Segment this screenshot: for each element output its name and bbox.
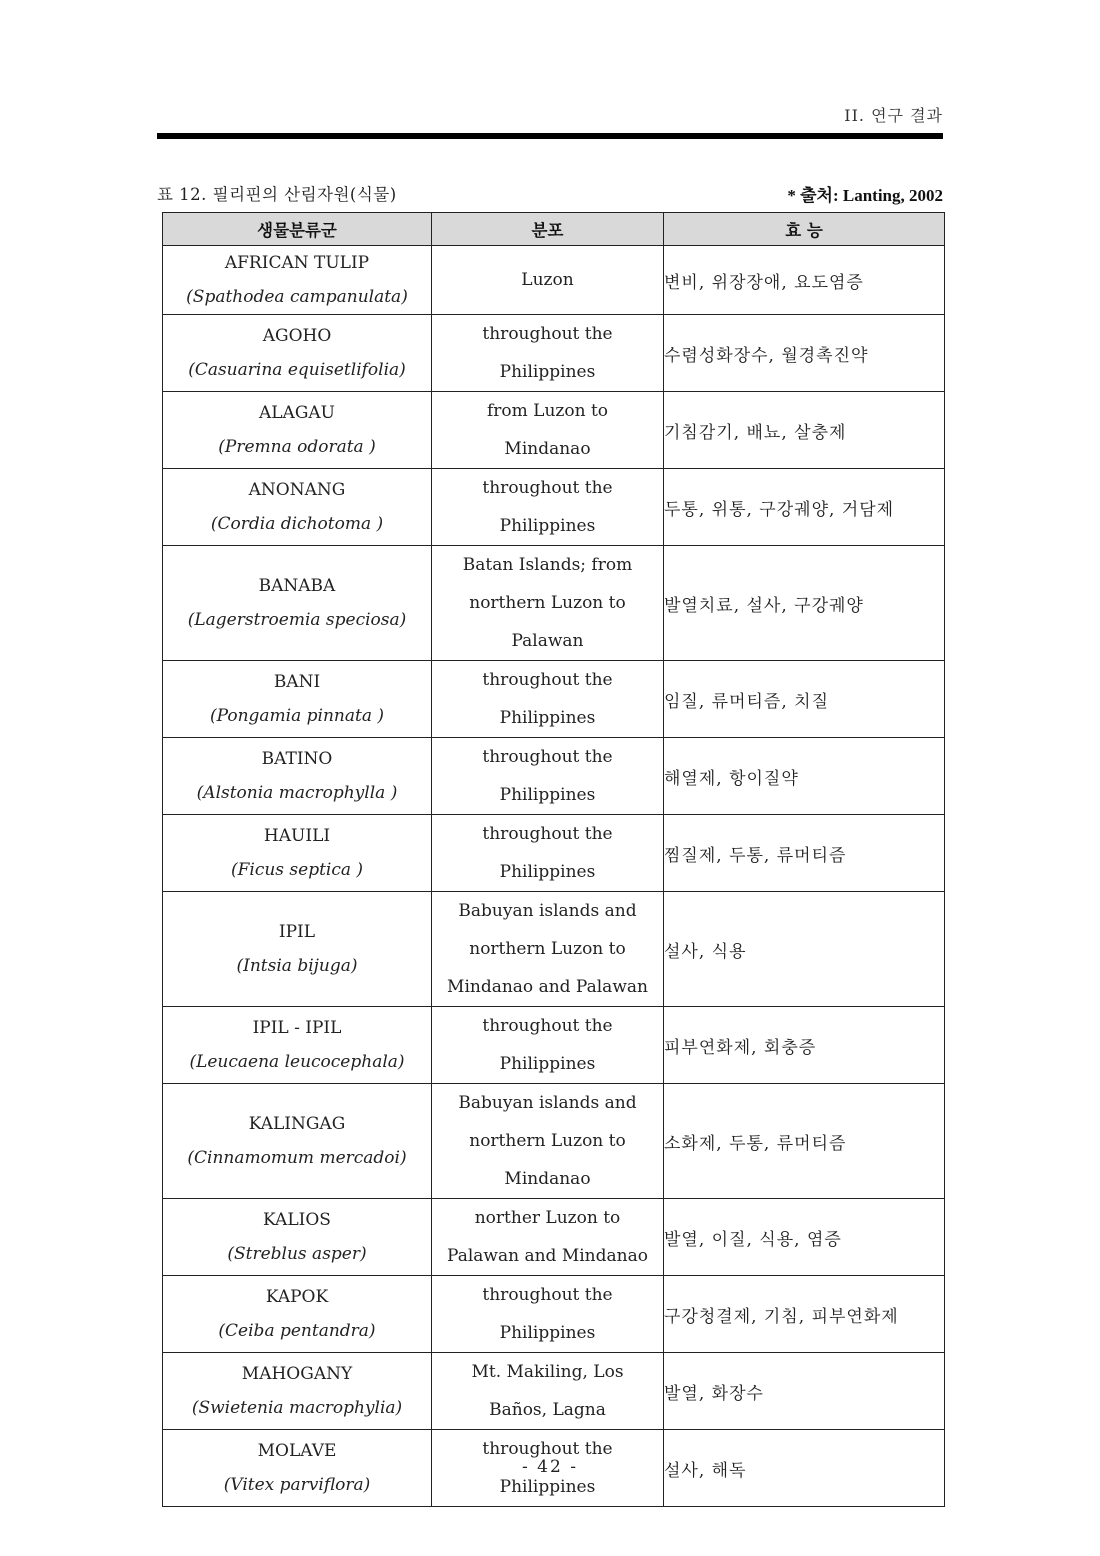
distribution-cell <box>432 738 664 815</box>
common-name: ALAGAU <box>258 403 336 423</box>
efficacy-cell: 설사, 식용 <box>664 892 945 1007</box>
common-name: AFRICAN TULIP <box>224 253 370 273</box>
page-number: - 42 - <box>522 1457 578 1477</box>
taxon-cell <box>163 469 432 546</box>
scientific-name: (Cinnamomum mercadoi) <box>187 1148 407 1168</box>
table-row <box>163 1007 945 1084</box>
distribution-cell <box>432 1084 664 1199</box>
table-row <box>163 546 945 661</box>
taxon-cell <box>163 1084 432 1199</box>
efficacy-cell: 피부연화제, 회충증 <box>664 1007 945 1084</box>
distribution-line: throughout the <box>482 478 613 498</box>
common-name: MAHOGANY <box>241 1364 353 1384</box>
scientific-name: (Streblus asper) <box>227 1244 367 1264</box>
distribution-line: Philippines <box>499 1054 596 1074</box>
scientific-name: (Alstonia macrophylla ) <box>196 783 398 803</box>
scientific-name: (Cordia dichotoma ) <box>210 514 384 534</box>
efficacy-cell: 발열, 이질, 식용, 염증 <box>664 1199 945 1276</box>
common-name: AGOHO <box>262 326 332 346</box>
distribution-cell <box>432 469 664 546</box>
table-row <box>163 1276 945 1353</box>
common-name: ANONANG <box>248 480 346 500</box>
common-name: BANI <box>273 672 321 692</box>
distribution-line: Palawan <box>511 631 584 651</box>
taxon-cell <box>163 738 432 815</box>
efficacy-cell: 발열치료, 설사, 구강궤양 <box>664 546 945 661</box>
table-row <box>163 1084 945 1199</box>
efficacy-cell: 찜질제, 두통, 류머티즘 <box>664 815 945 892</box>
table-caption: 표 12. 필리핀의 산림자원(식물) <box>157 185 397 204</box>
forest-resources-table <box>162 212 945 1507</box>
distribution-cell <box>432 392 664 469</box>
table-row <box>163 315 945 392</box>
common-name: BATINO <box>261 749 333 769</box>
table-row <box>163 892 945 1007</box>
distribution-line: throughout the <box>482 324 613 344</box>
distribution-line: northern Luzon to <box>469 939 626 959</box>
distribution-line: Luzon <box>521 270 574 290</box>
distribution-line: throughout the <box>482 1285 613 1305</box>
scientific-name: (Leucaena leucocephala) <box>189 1052 405 1072</box>
distribution-cell <box>432 246 664 315</box>
taxon-cell <box>163 1007 432 1084</box>
distribution-line: Philippines <box>499 708 596 728</box>
distribution-line: Palawan and Mindanao <box>447 1246 648 1266</box>
distribution-line: Babuyan islands and <box>458 901 637 921</box>
distribution-line: Philippines <box>499 516 596 536</box>
table-row <box>163 1199 945 1276</box>
taxon-cell <box>163 892 432 1007</box>
taxon-cell <box>163 546 432 661</box>
running-header: II. 연구 결과 <box>844 106 943 125</box>
efficacy-cell: 구강청결제, 기침, 피부연화제 <box>664 1276 945 1353</box>
distribution-line: Philippines <box>499 785 596 805</box>
distribution-cell <box>432 661 664 738</box>
table-header-row <box>163 213 945 246</box>
distribution-line: Philippines <box>499 1323 596 1343</box>
distribution-line: throughout the <box>482 1016 613 1036</box>
table-row <box>163 246 945 315</box>
scientific-name: (Ceiba pentandra) <box>218 1321 376 1341</box>
column-header-efficacy: 효 능 <box>664 213 945 246</box>
distribution-line: northern Luzon to <box>469 1131 626 1151</box>
header-rule <box>157 133 943 139</box>
distribution-line: Baños, Lagna <box>489 1400 606 1420</box>
efficacy-cell: 발열, 화장수 <box>664 1353 945 1430</box>
distribution-cell <box>432 892 664 1007</box>
common-name: MOLAVE <box>257 1441 337 1461</box>
distribution-cell <box>432 1199 664 1276</box>
efficacy-cell: 임질, 류머티즘, 치질 <box>664 661 945 738</box>
efficacy-cell: 소화제, 두통, 류머티즘 <box>664 1084 945 1199</box>
distribution-cell <box>432 815 664 892</box>
table-row <box>163 469 945 546</box>
common-name: KALIOS <box>263 1210 331 1230</box>
scientific-name: (Premna odorata ) <box>218 437 376 457</box>
table-body <box>163 246 945 1507</box>
scientific-name: (Intsia bijuga) <box>236 956 358 976</box>
table-row <box>163 392 945 469</box>
distribution-line: Mindanao <box>504 439 591 459</box>
distribution-line: Philippines <box>499 1477 596 1497</box>
distribution-line: norther Luzon to <box>474 1208 621 1228</box>
scientific-name: (Swietenia macrophylia) <box>191 1398 403 1418</box>
efficacy-cell: 기침감기, 배뇨, 살충제 <box>664 392 945 469</box>
efficacy-cell: 변비, 위장장애, 요도염증 <box>664 246 945 315</box>
distribution-line: throughout the <box>482 824 613 844</box>
distribution-line: throughout the <box>482 747 613 767</box>
distribution-line: northern Luzon to <box>469 593 626 613</box>
table-row <box>163 815 945 892</box>
efficacy-cell: 두통, 위통, 구강궤양, 거담제 <box>664 469 945 546</box>
distribution-cell <box>432 1353 664 1430</box>
scientific-name: (Casuarina equisetlifolia) <box>188 360 406 380</box>
distribution-line: from Luzon to <box>486 401 609 421</box>
common-name: IPIL - IPIL <box>252 1018 342 1038</box>
table-row <box>163 1353 945 1430</box>
column-header-taxon: 생물분류군 <box>163 213 432 246</box>
distribution-line: Babuyan islands and <box>458 1093 637 1113</box>
distribution-cell <box>432 546 664 661</box>
taxon-cell <box>163 246 432 315</box>
common-name: KAPOK <box>265 1287 329 1307</box>
efficacy-cell: 설사, 해독 <box>664 1430 945 1507</box>
efficacy-cell: 해열제, 항이질약 <box>664 738 945 815</box>
common-name: IPIL <box>278 922 316 942</box>
taxon-cell <box>163 1353 432 1430</box>
distribution-cell <box>432 1007 664 1084</box>
common-name: KALINGAG <box>248 1114 346 1134</box>
scientific-name: (Spathodea campanulata) <box>186 287 408 307</box>
distribution-line: Mindanao <box>504 1169 591 1189</box>
column-header-distribution: 분포 <box>432 213 664 246</box>
efficacy-cell: 수렴성화장수, 월경촉진약 <box>664 315 945 392</box>
distribution-line: throughout the <box>482 1439 613 1459</box>
table-source: * 출처: Lanting, 2002 <box>787 186 943 205</box>
scientific-name: (Vitex parviflora) <box>223 1475 371 1495</box>
distribution-cell <box>432 1276 664 1353</box>
taxon-cell <box>163 815 432 892</box>
table-row <box>163 661 945 738</box>
distribution-line: Mt. Makiling, Los <box>471 1362 624 1382</box>
common-name: HAUILI <box>263 826 331 846</box>
scientific-name: (Pongamia pinnata ) <box>209 706 385 726</box>
scientific-name: (Lagerstroemia speciosa) <box>187 610 407 630</box>
distribution-line: Batan Islands; from <box>462 555 633 575</box>
distribution-line: Philippines <box>499 362 596 382</box>
distribution-cell <box>432 315 664 392</box>
taxon-cell <box>163 315 432 392</box>
taxon-cell <box>163 661 432 738</box>
distribution-line: throughout the <box>482 670 613 690</box>
table-caption-row <box>157 181 943 205</box>
taxon-cell <box>163 1199 432 1276</box>
distribution-line: Philippines <box>499 862 596 882</box>
scientific-name: (Ficus septica ) <box>230 860 364 880</box>
taxon-cell <box>163 392 432 469</box>
table-row <box>163 738 945 815</box>
common-name: BANABA <box>258 576 336 596</box>
taxon-cell <box>163 1276 432 1353</box>
distribution-line: Mindanao and Palawan <box>447 977 648 997</box>
